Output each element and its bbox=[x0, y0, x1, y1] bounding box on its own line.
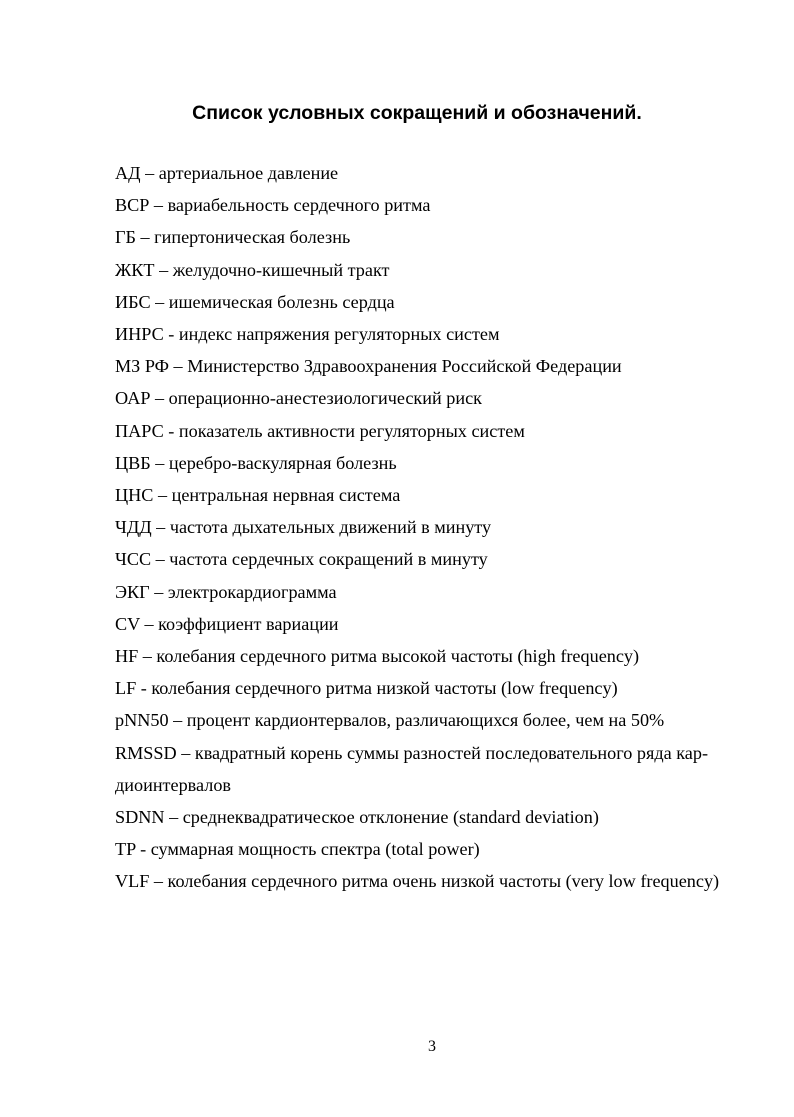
list-item-zhkt: ЖКТ – желудочно-кишечный тракт bbox=[115, 259, 390, 280]
page-title: Список условных сокращений и обозначений. bbox=[192, 102, 642, 125]
page-number: 3 bbox=[428, 1038, 436, 1055]
list-item-hf: HF – колебания сердечного ритма высокой частоты (high frequency) bbox=[115, 646, 640, 667]
list-item-rmssd-line2: диоинтервалов bbox=[115, 774, 231, 795]
list-item-cv: CV – коэффициент вариации bbox=[115, 613, 339, 634]
list-item-rmssd bbox=[115, 737, 755, 801]
list-item-pars: ПАРС - показатель активности регуляторных систем bbox=[115, 420, 525, 441]
list-item-vlf: VLF – колебания сердечного ритма очень низкой частоты (very low frequency) bbox=[115, 871, 720, 892]
list-item-inrs: ИНРС - индекс напряжения регуляторных систем bbox=[115, 324, 500, 345]
list-item-tsvb: ЦВБ – церебро-васкулярная болезнь bbox=[115, 452, 397, 473]
list-item-rmssd-line1: RMSSD – квадратный корень суммы разностей последовательного ряда кар- bbox=[115, 742, 709, 763]
list-item-ibs: ИБС – ишемическая болезнь сердца bbox=[115, 291, 395, 312]
list-item-tsns: ЦНС – центральная нервная система bbox=[115, 485, 401, 506]
list-item-tp: TP - суммарная мощность спектра (total power) bbox=[115, 839, 480, 860]
list-item-lf: LF - колебания сердечного ритма низкой частоты (low frequency) bbox=[115, 678, 618, 699]
list-item-mz-rf: МЗ РФ – Министерство Здравоохранения Российской Федерации bbox=[115, 356, 622, 377]
list-item-gb: ГБ – гипертоническая болезнь bbox=[115, 227, 351, 248]
list-item-chdd: ЧДД – частота дыхательных движений в минуту bbox=[115, 517, 492, 538]
list-item-ekg: ЭКГ – электрокардиограмма bbox=[115, 581, 337, 602]
abbreviation-list bbox=[115, 157, 755, 898]
list-item-vsr: ВСР – вариабельность сердечного ритма bbox=[115, 195, 431, 216]
list-item-oar: ОАР – операционно-анестезиологический риск bbox=[115, 388, 483, 409]
list-item-ad: АД – артериальное давление bbox=[115, 163, 339, 183]
list-item-sdnn: SDNN – среднеквадратическое отклонение (standard deviation) bbox=[115, 807, 599, 828]
list-item-pnn50: pNN50 – процент кардионтервалов, различающихся более, чем на 50% bbox=[115, 710, 665, 731]
list-item-chss: ЧСС – частота сердечных сокращений в минуту bbox=[115, 549, 488, 570]
